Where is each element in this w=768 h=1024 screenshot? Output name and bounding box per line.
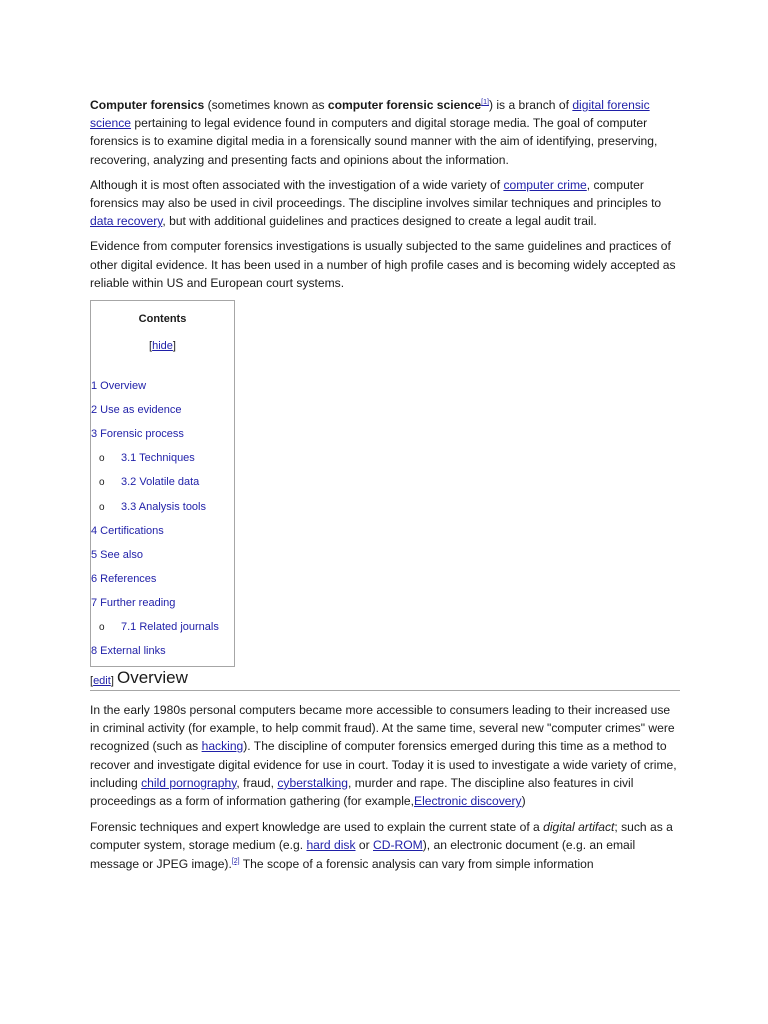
link-digital-forensic-science[interactable]: digital forensic science	[90, 98, 650, 131]
link-hacking[interactable]: hacking	[201, 739, 244, 754]
intro-paragraph-2: Although it is most often associated with the investigation of a wide variety of computer crime, computer forensics may also be used in civil proceedings. The discipline involves similar techniques and principles to data recovery, but with additional guidelines and practices designed to create a legal audit trail.	[90, 177, 662, 229]
link-electronic-discovery[interactable]: Electronic discovery	[414, 794, 522, 809]
toc-item-analysis-tools[interactable]: o 3.3 Analysis tools	[91, 500, 234, 524]
link-cyberstalking[interactable]: cyberstalking	[277, 775, 348, 790]
link-cd-rom[interactable]: CD-ROM	[373, 838, 423, 853]
link-hard-disk[interactable]: hard disk	[306, 838, 356, 853]
toc-item-see-also[interactable]: 5 See also	[91, 548, 143, 561]
toc-item-forensic-process[interactable]: 3 Forensic process	[91, 428, 184, 441]
toc-item-related-journals[interactable]: o 7.1 Related journals	[91, 620, 234, 644]
toc-item-overview[interactable]: 1 Overview	[91, 380, 147, 393]
term-computer-forensic-science: computer forensic science	[327, 98, 482, 112]
toc-item-techniques[interactable]: o 3.1 Techniques	[91, 451, 234, 475]
table-of-contents	[90, 300, 235, 667]
section-heading-overview	[90, 668, 680, 691]
toc-item-references[interactable]: 6 References	[91, 572, 157, 585]
toc-item-external-links[interactable]: 8 External links	[91, 645, 166, 658]
toc-title: Contents	[138, 313, 187, 326]
link-child-pornography[interactable]: child pornography	[141, 775, 237, 790]
link-computer-crime[interactable]: computer crime	[503, 177, 587, 192]
bullet-icon: o	[99, 477, 105, 489]
link-data-recovery[interactable]: data recovery	[90, 214, 163, 229]
reference-link-1[interactable]: [1]	[481, 98, 489, 106]
emphasis-digital-artifact: digital artifact	[543, 820, 615, 835]
toc-item-use-as-evidence[interactable]: 2 Use as evidence	[91, 404, 182, 417]
edit-link[interactable]: edit	[93, 675, 111, 688]
toc-hide-link[interactable]: hide	[152, 340, 173, 353]
toc-item-further-reading[interactable]: 7 Further reading	[91, 596, 176, 609]
bullet-icon: o	[99, 621, 105, 633]
toc-list	[91, 379, 234, 668]
toc-item-volatile-data[interactable]: o 3.2 Volatile data	[91, 475, 234, 499]
reference-link-2[interactable]: [2]	[231, 857, 240, 865]
section-edit-link: [edit]	[90, 675, 114, 688]
article-body	[90, 96, 680, 873]
overview-paragraph-1: In the early 1980s personal computers became more accessible to consumers leading to their increased use in criminal activity (for example, to help commit fraud). At the same time, several new "computer crimes" were recognized (such as hacking). The discipline of computer forensics emerged during this time as a method to recover and investigate digital evidence for use in court. Today it is used to investigate a wide variety of crime, including child pornography, fraud, cyberstalking, murder and rape. The discipline also features in civil proceedings as a form of information gathering (for example,Electronic discovery)	[90, 703, 677, 809]
term-computer-forensics: Computer forensics	[90, 98, 205, 112]
toc-item-certifications[interactable]: 4 Certifications	[91, 524, 164, 537]
toc-hide-toggle: [hide]	[149, 340, 176, 353]
intro-paragraph-3: Evidence from computer forensics investigations is usually subjected to the same guidelines and practices of other digital evidence. It has been used in a number of high profile cases and is becoming widely accepted as reliable within US and European court systems.	[90, 239, 676, 290]
intro-paragraph-1: Computer forensics (sometimes known as computer forensic science[1]) is a branch of digital forensic science pertaining to legal evidence found in computers and digital storage media. The goal of computer forensics is to examine digital media in a forensically sound manner with the aim of identifying, preserving, recovering, analyzing and presenting facts and opinions about the information.	[90, 98, 658, 167]
overview-paragraph-2: Forensic techniques and expert knowledge are used to explain the current state of a digital artifact; such as a computer system, storage medium (e.g. hard disk or CD-ROM), an electronic document (e.g. an email message or JPEG image).[2] The scope of a forensic analysis can vary from simple information	[90, 820, 673, 871]
bullet-icon: o	[99, 501, 105, 513]
section-title: Overview	[117, 668, 188, 688]
bullet-icon: o	[99, 453, 105, 465]
